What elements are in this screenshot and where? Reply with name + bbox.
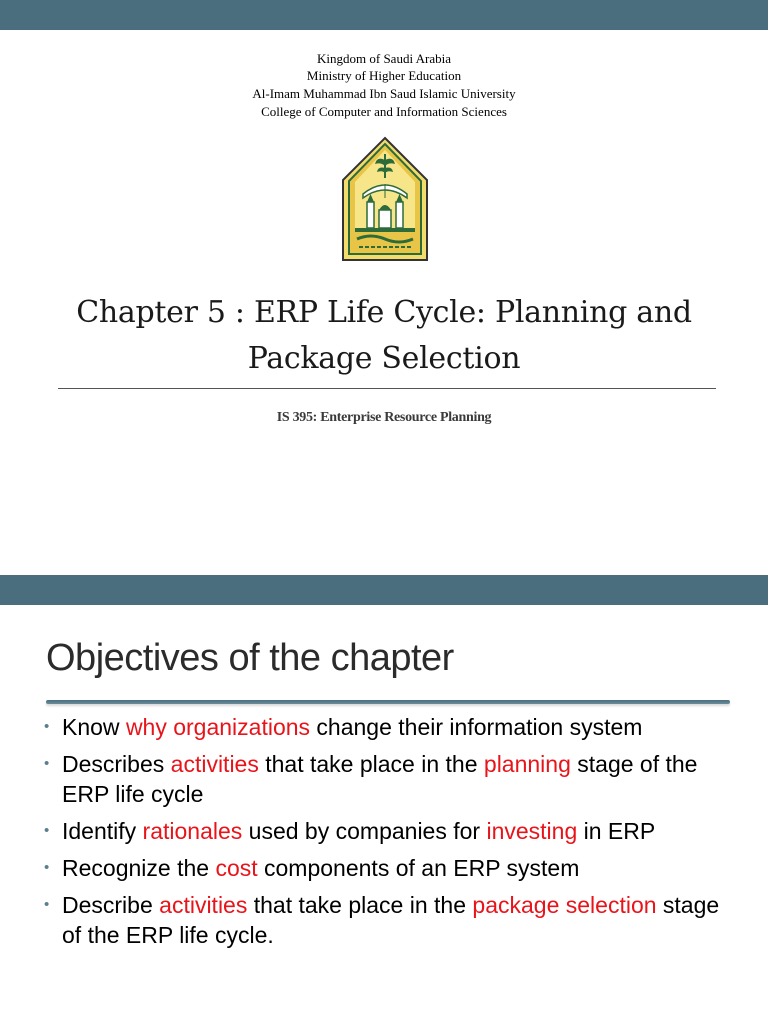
bullet-icon: • — [44, 718, 50, 735]
highlight: rationales — [142, 818, 243, 844]
highlight: package selection — [472, 892, 657, 918]
course-subtitle: IS 395: Enterprise Resource Planning — [276, 410, 492, 425]
text: Identify — [62, 818, 143, 844]
list-item — [44, 712, 744, 742]
highlight: planning — [483, 751, 571, 777]
bullet-icon: • — [44, 822, 50, 839]
list-item — [44, 890, 744, 950]
bullet-icon: • — [44, 755, 50, 772]
text: Describe — [62, 892, 160, 918]
text: stage of the ERP life cycle — [62, 751, 698, 807]
institution-line-ministry: Ministry of Higher Education — [306, 68, 462, 83]
slide-separator — [0, 548, 768, 575]
highlight: investing — [486, 818, 578, 844]
text: in ERP — [577, 818, 656, 844]
text: Describes — [62, 751, 171, 777]
text: Recognize the — [62, 855, 216, 881]
objectives-slide — [0, 575, 768, 1024]
university-seal-icon — [341, 136, 429, 264]
text: change their information system — [310, 714, 643, 740]
slide-header-bar — [0, 0, 768, 30]
title-underline — [46, 700, 730, 704]
bullet-icon: • — [44, 896, 50, 913]
text: that take place in the — [247, 892, 473, 918]
objectives-list — [44, 712, 744, 957]
chapter-title-line-1: Chapter 5 : ERP Life Cycle: Planning and — [76, 295, 692, 330]
list-item — [44, 853, 744, 883]
text: that take place in the — [258, 751, 484, 777]
text: stage of the ERP life cycle. — [62, 892, 720, 948]
slide-title: Objectives of the chapter — [46, 637, 454, 679]
institution-line-college: College of Computer and Information Sciences — [261, 104, 507, 119]
slide-header-bar — [0, 575, 768, 605]
highlight: activities — [159, 892, 248, 918]
institution-line-country: Kingdom of Saudi Arabia — [317, 51, 451, 66]
chapter-title-line-2: Package Selection — [247, 341, 521, 376]
institution-line-university: Al-Imam Muhammad Ibn Saud Islamic University — [252, 86, 516, 101]
list-item — [44, 816, 744, 846]
text: Know — [62, 714, 126, 740]
bullet-icon: • — [44, 859, 50, 876]
text: used by companies for — [242, 818, 487, 844]
highlight: why organizations — [125, 714, 311, 740]
title-divider — [58, 388, 716, 389]
list-item — [44, 749, 744, 809]
text: components of an ERP system — [257, 855, 580, 881]
highlight: activities — [170, 751, 259, 777]
highlight: cost — [215, 855, 258, 881]
chapter-title — [40, 290, 728, 382]
